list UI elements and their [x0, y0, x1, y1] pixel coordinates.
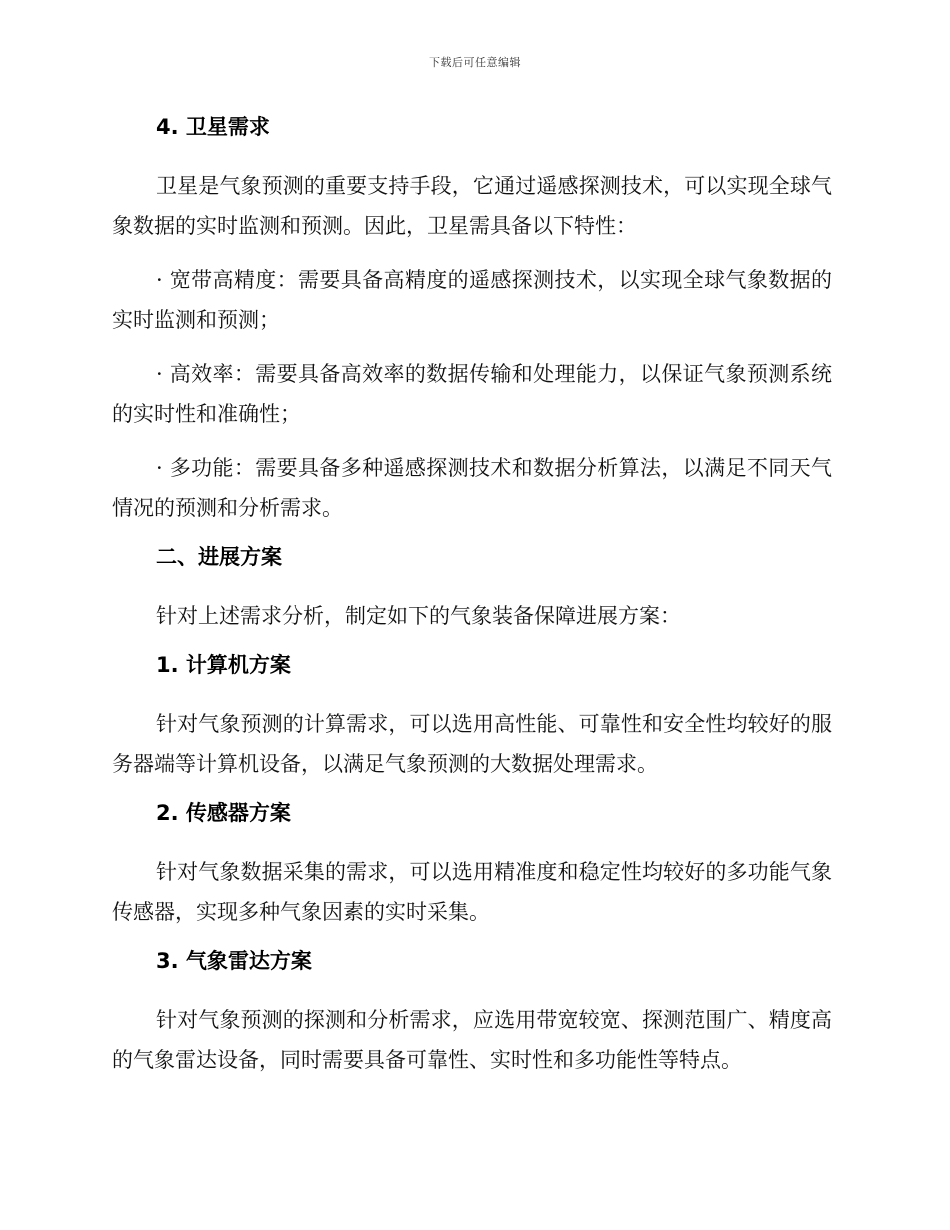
page-header: 下载后可任意编辑: [429, 56, 521, 69]
paragraph-sensor: 针对气象数据采集的需求，可以选用精准度和稳定性均较好的多功能气象传感器，实现多种气象因素的实时采集。: [112, 860, 832, 924]
section-heading-satellite: 4. 卫星需求: [156, 115, 270, 139]
bullet-multi-function: · 多功能：需要具备多种遥感探测技术和数据分析算法，以满足不同天气情况的预测和分析需求。: [112, 456, 832, 520]
section-heading-computer: 1. 计算机方案: [156, 653, 291, 677]
paragraph-satellite-intro: 卫星是气象预测的重要支持手段，它通过遥感探测技术，可以实现全球气象数据的实时监测和预测。因此，卫星需具备以下特性：: [112, 174, 832, 238]
section-heading-sensor: 2. 传感器方案: [156, 801, 291, 825]
section-heading-radar: 3. 气象雷达方案: [156, 949, 312, 973]
paragraph-plan-intro: 针对上述需求分析，制定如下的气象装备保障进展方案：: [156, 604, 681, 628]
document-body: [112, 112, 832, 1094]
paragraph-computer: 针对气象预测的计算需求，可以选用高性能、可靠性和安全性均较好的服务器端等计算机设备，以满足气象预测的大数据处理需求。: [112, 712, 832, 776]
section-heading-plan: 二、进展方案: [156, 545, 282, 569]
bullet-broadband-precision: · 宽带高精度：需要具备高精度的遥感探测技术，以实现全球气象数据的实时监测和预测；: [112, 268, 832, 332]
paragraph-radar: 针对气象预测的探测和分析需求，应选用带宽较宽、探测范围广、精度高的气象雷达设备，同时需要具备可靠性、实时性和多功能性等特点。: [112, 1008, 832, 1072]
bullet-high-efficiency: · 高效率：需要具备高效率的数据传输和处理能力，以保证气象预测系统的实时性和准确性；: [112, 362, 832, 426]
